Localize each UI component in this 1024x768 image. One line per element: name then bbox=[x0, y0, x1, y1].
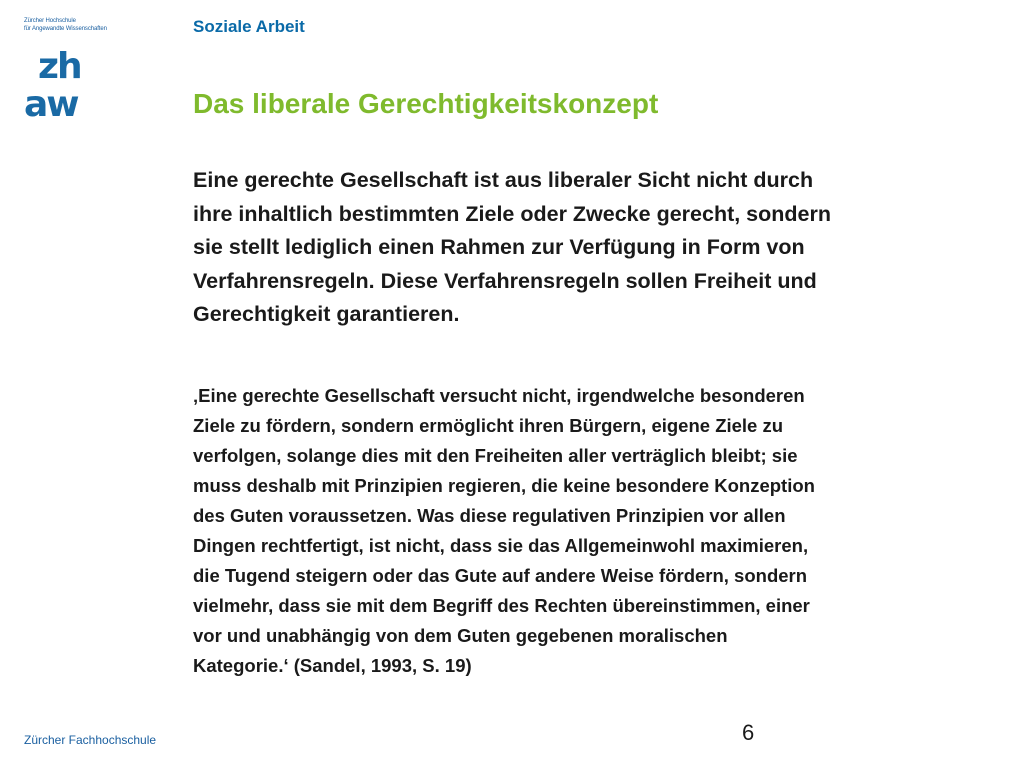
quote-line: verfolgen, solange dies mit den Freiheiten aller verträglich bleibt; sie bbox=[193, 445, 798, 466]
quote-paragraph bbox=[193, 381, 983, 681]
quote-line: Ziele zu fördern, sondern ermöglicht ihren Bürgern, eigene Ziele zu bbox=[193, 415, 784, 436]
quote-line: Dingen rechtfertigt, ist nicht, dass sie das Allgemeinwohl maximieren, bbox=[193, 535, 809, 556]
quote-line: vielmehr, dass sie mit dem Begriff des Rechten übereinstimmen, einer bbox=[193, 595, 810, 616]
quote-line: ‚Eine gerechte Gesellschaft versucht nicht, irgendwelche besonderen bbox=[193, 385, 805, 406]
lead-line: ihre inhaltlich bestimmten Ziele oder Zwecke gerecht, sondern bbox=[193, 201, 831, 226]
page-number: 6 bbox=[742, 720, 755, 745]
institution-name-line-1: Zürcher Hochschule bbox=[24, 18, 76, 24]
quote-line: vor und unabhängig von dem Guten gegebenen moralischen bbox=[193, 625, 728, 646]
quote-line: muss deshalb mit Prinzipien regieren, die keine besondere Konzeption bbox=[193, 475, 815, 496]
slide-title: Das liberale Gerechtigkeitskonzept bbox=[193, 88, 659, 119]
logo-text-top: zh bbox=[38, 46, 81, 87]
lead-line: Verfahrensregeln. Diese Verfahrensregeln sollen Freiheit und bbox=[193, 268, 817, 293]
footer-institution: Zürcher Fachhochschule bbox=[24, 733, 157, 747]
quote-line: Kategorie.‘ (Sandel, 1993, S. 19) bbox=[193, 655, 472, 676]
institution-name-line-2: für Angewandte Wissenschaften bbox=[24, 26, 107, 32]
quote-line: die Tugend steigern oder das Gute auf andere Weise fördern, sondern bbox=[193, 565, 808, 586]
lead-paragraph bbox=[193, 164, 983, 332]
department-label: Soziale Arbeit bbox=[193, 17, 305, 36]
lead-line: Eine gerechte Gesellschaft ist aus liberaler Sicht nicht durch bbox=[193, 168, 814, 192]
lead-line: Gerechtigkeit garantieren. bbox=[193, 302, 460, 326]
logo-text-bottom: aw bbox=[24, 84, 78, 122]
lead-line: sie stellt lediglich einen Rahmen zur Verfügung in Form von bbox=[193, 235, 805, 259]
zhaw-logo bbox=[22, 44, 100, 122]
quote-line: des Guten voraussetzen. Was diese regulativen Prinzipien vor allen bbox=[193, 505, 786, 526]
